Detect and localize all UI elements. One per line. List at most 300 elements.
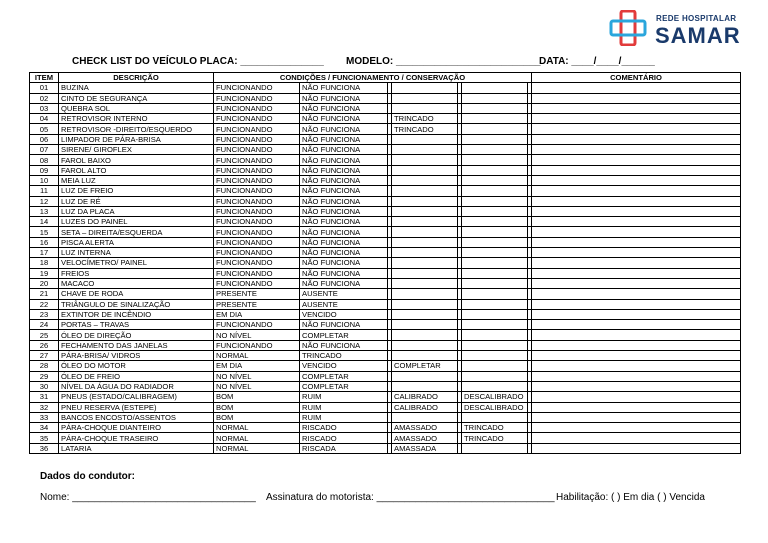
option-cell-1[interactable]: FUNCIONANDO [214,124,300,134]
option-cell-3[interactable] [392,196,458,206]
description-cell: FAROL ALTO [59,165,214,175]
option-cell-4[interactable] [462,206,528,216]
option-cell-2[interactable]: COMPLETAR [300,381,388,391]
comment-cell[interactable] [532,330,741,340]
item-cell: 13 [30,206,59,216]
description-cell: TRIÂNGULO DE SINALIZAÇÃO [59,299,214,309]
option-cell-3[interactable] [392,309,458,319]
table-row [30,433,741,443]
item-cell: 24 [30,320,59,330]
option-cell-4[interactable] [462,93,528,103]
comment-cell[interactable] [532,165,741,175]
item-cell: 31 [30,392,59,402]
description-cell: RETROVISOR -DIREITO/ESQUERDO [59,124,214,134]
item-cell: 36 [30,443,59,453]
description-cell: PORTAS – TRAVAS [59,320,214,330]
description-cell: BUZINA [59,83,214,93]
description-cell: PÁRA-CHOQUE DIANTEIRO [59,423,214,433]
item-cell: 01 [30,83,59,93]
option-cell-4[interactable] [462,340,528,350]
description-cell: LUZ DA PLACA [59,206,214,216]
option-cell-4[interactable]: TRINCADO [462,423,528,433]
description-cell: PÁRA-CHOQUE TRASEIRO [59,433,214,443]
table-row [30,278,741,288]
table-row [30,93,741,103]
option-cell-2[interactable]: COMPLETAR [300,371,388,381]
table-row [30,320,741,330]
option-cell-3[interactable] [392,145,458,155]
table-row [30,340,741,350]
option-cell-4[interactable] [462,196,528,206]
comment-cell[interactable] [532,155,741,165]
option-cell-4[interactable] [462,124,528,134]
table-row [30,371,741,381]
comment-cell[interactable] [532,340,741,350]
comment-cell[interactable] [532,412,741,422]
table-row [30,299,741,309]
comment-cell[interactable] [532,196,741,206]
option-cell-3[interactable] [392,258,458,268]
description-cell: BANCOS ENCOSTO/ASSENTOS [59,412,214,422]
option-cell-2[interactable]: NÃO FUNCIONA [300,320,388,330]
table-row [30,83,741,93]
option-cell-2[interactable]: AUSENTE [300,299,388,309]
option-cell-2[interactable]: RISCADO [300,423,388,433]
option-cell-4[interactable] [462,83,528,93]
item-cell: 16 [30,237,59,247]
comment-cell[interactable] [532,381,741,391]
option-cell-1[interactable]: FUNCIONANDO [214,155,300,165]
table-row [30,103,741,113]
comment-cell[interactable] [532,186,741,196]
option-cell-4[interactable] [462,103,528,113]
option-cell-3[interactable] [392,351,458,361]
comment-cell[interactable] [532,268,741,278]
option-cell-4[interactable] [462,320,528,330]
option-cell-2[interactable]: RUIM [300,402,388,412]
option-cell-3[interactable] [392,175,458,185]
item-cell: 26 [30,340,59,350]
description-cell: QUEBRA SOL [59,103,214,113]
table-row [30,227,741,237]
table-row [30,402,741,412]
option-cell-2[interactable]: NÃO FUNCIONA [300,103,388,113]
option-cell-2[interactable]: COMPLETAR [300,330,388,340]
description-cell: CINTO DE SEGURANÇA [59,93,214,103]
table-row [30,237,741,247]
option-cell-4[interactable] [462,330,528,340]
header-item: ITEM [30,73,59,83]
option-cell-1[interactable]: NORMAL [214,423,300,433]
option-cell-3[interactable] [392,330,458,340]
description-cell: LUZES DO PAINEL [59,217,214,227]
item-cell: 12 [30,196,59,206]
item-cell: 20 [30,278,59,288]
option-cell-1[interactable]: NORMAL [214,433,300,443]
item-cell: 22 [30,299,59,309]
comment-cell[interactable] [532,402,741,412]
item-cell: 15 [30,227,59,237]
option-cell-4[interactable] [462,186,528,196]
option-cell-1[interactable]: NO NÍVEL [214,371,300,381]
option-cell-2[interactable]: VENCIDO [300,361,388,371]
option-cell-2[interactable]: NÃO FUNCIONA [300,165,388,175]
comment-cell[interactable] [532,124,741,134]
option-cell-4[interactable] [462,412,528,422]
item-cell: 14 [30,217,59,227]
option-cell-1[interactable]: NORMAL [214,351,300,361]
header-placa: CHECK LIST DO VEÍCULO PLACA: _______________ [72,56,324,67]
option-cell-1[interactable]: FUNCIONANDO [214,103,300,113]
option-cell-4[interactable]: DESCALIBRADO [462,392,528,402]
table-header-row [30,73,741,83]
option-cell-3[interactable]: TRINCADO [392,114,458,124]
description-cell: FECHAMENTO DAS JANELAS [59,340,214,350]
description-cell: PISCA ALERTA [59,237,214,247]
option-cell-1[interactable]: FUNCIONANDO [214,248,300,258]
item-cell: 02 [30,93,59,103]
option-cell-4[interactable] [462,145,528,155]
table-row [30,196,741,206]
table-row [30,155,741,165]
table-row [30,423,741,433]
option-cell-3[interactable] [392,371,458,381]
item-cell: 30 [30,381,59,391]
option-cell-4[interactable] [462,248,528,258]
option-cell-3[interactable] [392,268,458,278]
table-row [30,124,741,134]
option-cell-1[interactable]: FUNCIONANDO [214,186,300,196]
option-cell-3[interactable] [392,155,458,165]
option-cell-1[interactable]: NORMAL [214,443,300,453]
option-cell-4[interactable] [462,227,528,237]
item-cell: 29 [30,371,59,381]
comment-cell[interactable] [532,361,741,371]
item-cell: 23 [30,309,59,319]
option-cell-4[interactable] [462,299,528,309]
option-cell-2[interactable]: NÃO FUNCIONA [300,93,388,103]
option-cell-1[interactable]: FUNCIONANDO [214,196,300,206]
option-cell-1[interactable]: FUNCIONANDO [214,93,300,103]
table-row [30,392,741,402]
item-cell: 34 [30,423,59,433]
option-cell-3[interactable]: AMASSADO [392,423,458,433]
item-cell: 06 [30,134,59,144]
option-cell-3[interactable] [392,186,458,196]
option-cell-3[interactable]: COMPLETAR [392,361,458,371]
description-cell: EXTINTOR DE INCÊNDIO [59,309,214,319]
comment-cell[interactable] [532,443,741,453]
option-cell-1[interactable]: EM DIA [214,361,300,371]
habilitacao-field[interactable]: Habilitação: ( ) Em dia ( ) Vencida [556,492,705,503]
option-cell-2[interactable]: NÃO FUNCIONA [300,196,388,206]
table-row [30,361,741,371]
description-cell: PÁRA-BRISA/ VIDROS [59,351,214,361]
option-cell-2[interactable]: AUSENTE [300,289,388,299]
option-cell-1[interactable]: FUNCIONANDO [214,227,300,237]
table-row [30,248,741,258]
comment-cell[interactable] [532,433,741,443]
option-cell-4[interactable] [462,443,528,453]
header-condicoes: CONDIÇÕES / FUNCIONAMENTO / CONSERVAÇÃO [214,73,532,83]
option-cell-4[interactable] [462,309,528,319]
option-cell-3[interactable] [392,165,458,175]
item-cell: 19 [30,268,59,278]
option-cell-1[interactable]: FUNCIONANDO [214,278,300,288]
option-cell-3[interactable] [392,289,458,299]
option-cell-2[interactable]: NÃO FUNCIONA [300,340,388,350]
option-cell-1[interactable]: FUNCIONANDO [214,83,300,93]
description-cell: PNEUS (ESTADO/CALIBRAGEM) [59,392,214,402]
table-row [30,268,741,278]
comment-cell[interactable] [532,258,741,268]
option-cell-4[interactable] [462,371,528,381]
option-cell-3[interactable] [392,412,458,422]
item-cell: 28 [30,361,59,371]
option-cell-3[interactable] [392,340,458,350]
table-row [30,412,741,422]
comment-cell[interactable] [532,351,741,361]
description-cell: SETA – DIREITA/ESQUERDA [59,227,214,237]
option-cell-2[interactable]: RUIM [300,392,388,402]
option-cell-1[interactable]: FUNCIONANDO [214,340,300,350]
option-cell-1[interactable]: BOM [214,392,300,402]
description-cell: LUZ DE RÉ [59,196,214,206]
option-cell-2[interactable]: NÃO FUNCIONA [300,114,388,124]
description-cell: LUZ DE FREIO [59,186,214,196]
table-row [30,443,741,453]
option-cell-1[interactable]: BOM [214,412,300,422]
option-cell-1[interactable]: FUNCIONANDO [214,206,300,216]
option-cell-2[interactable]: VENCIDO [300,309,388,319]
option-cell-3[interactable]: AMASSADO [392,433,458,443]
header-data: DATA: ____/____/______ [539,56,655,67]
option-cell-3[interactable] [392,103,458,113]
option-cell-1[interactable]: FUNCIONANDO [214,237,300,247]
option-cell-1[interactable]: NO NÍVEL [214,330,300,340]
option-cell-2[interactable]: NÃO FUNCIONA [300,155,388,165]
comment-cell[interactable] [532,114,741,124]
option-cell-4[interactable] [462,278,528,288]
option-cell-2[interactable]: NÃO FUNCIONA [300,237,388,247]
comment-cell[interactable] [532,423,741,433]
item-cell: 33 [30,412,59,422]
comment-cell[interactable] [532,278,741,288]
option-cell-2[interactable]: NÃO FUNCIONA [300,175,388,185]
option-cell-3[interactable]: TRINCADO [392,124,458,134]
option-cell-2[interactable]: NÃO FUNCIONA [300,268,388,278]
logo-line1: REDE HOSPITALAR [656,14,737,23]
option-cell-3[interactable] [392,237,458,247]
table-row [30,217,741,227]
item-cell: 27 [30,351,59,361]
item-cell: 25 [30,330,59,340]
option-cell-3[interactable] [392,227,458,237]
option-cell-3[interactable] [392,248,458,258]
option-cell-3[interactable] [392,206,458,216]
description-cell: NÍVEL DA ÁGUA DO RADIADOR [59,381,214,391]
item-cell: 08 [30,155,59,165]
comment-cell[interactable] [532,145,741,155]
description-cell: FAROL BAIXO [59,155,214,165]
comment-cell[interactable] [532,392,741,402]
table-row [30,206,741,216]
option-cell-2[interactable]: NÃO FUNCIONA [300,248,388,258]
option-cell-4[interactable] [462,361,528,371]
description-cell: ÓLEO DE DIREÇÃO [59,330,214,340]
option-cell-4[interactable] [462,268,528,278]
description-cell: ÓLEO DO MOTOR [59,361,214,371]
description-cell: FREIOS [59,268,214,278]
comment-cell[interactable] [532,217,741,227]
option-cell-3[interactable] [392,320,458,330]
option-cell-2[interactable]: NÃO FUNCIONA [300,206,388,216]
option-cell-2[interactable]: NÃO FUNCIONA [300,83,388,93]
option-cell-4[interactable] [462,217,528,227]
item-cell: 21 [30,289,59,299]
header-modelo: MODELO: __________________________ [346,56,541,67]
logo-line2: SAMAR [655,23,741,48]
description-cell: ÓLEO DE FREIO [59,371,214,381]
option-cell-4[interactable] [462,175,528,185]
option-cell-1[interactable]: FUNCIONANDO [214,258,300,268]
option-cell-4[interactable] [462,258,528,268]
nome-field[interactable]: Nome: _________________________________ [40,492,256,503]
option-cell-4[interactable] [462,155,528,165]
item-cell: 10 [30,175,59,185]
option-cell-2[interactable]: NÃO FUNCIONA [300,278,388,288]
option-cell-1[interactable]: PRESENTE [214,289,300,299]
option-cell-1[interactable]: BOM [214,402,300,412]
comment-cell[interactable] [532,175,741,185]
table-row [30,145,741,155]
item-cell: 09 [30,165,59,175]
checklist-table [29,72,741,454]
option-cell-3[interactable] [392,217,458,227]
table-row [30,381,741,391]
item-cell: 18 [30,258,59,268]
option-cell-1[interactable]: FUNCIONANDO [214,320,300,330]
option-cell-1[interactable]: NO NÍVEL [214,381,300,391]
option-cell-3[interactable]: CALIBRADO [392,392,458,402]
item-cell: 11 [30,186,59,196]
description-cell: VELOCÍMETRO/ PAINEL [59,258,214,268]
description-cell: LIMPADOR DE PÁRA-BRISA [59,134,214,144]
option-cell-1[interactable]: FUNCIONANDO [214,165,300,175]
option-cell-3[interactable] [392,278,458,288]
item-cell: 04 [30,114,59,124]
option-cell-3[interactable]: AMASSADA [392,443,458,453]
assinatura-field[interactable]: Assinatura do motorista: ________________________________ [266,492,555,503]
option-cell-2[interactable]: NÃO FUNCIONA [300,258,388,268]
option-cell-1[interactable]: PRESENTE [214,299,300,309]
table-row [30,309,741,319]
option-cell-2[interactable]: NÃO FUNCIONA [300,217,388,227]
item-cell: 35 [30,433,59,443]
table-row [30,289,741,299]
description-cell: RETROVISOR INTERNO [59,114,214,124]
option-cell-4[interactable] [462,237,528,247]
option-cell-3[interactable] [392,134,458,144]
hospital-cross-logo-icon [608,10,648,46]
table-row [30,175,741,185]
item-cell: 17 [30,248,59,258]
option-cell-2[interactable]: RISCADO [300,433,388,443]
comment-cell[interactable] [532,299,741,309]
option-cell-3[interactable]: CALIBRADO [392,402,458,412]
comment-cell[interactable] [532,237,741,247]
table-row [30,134,741,144]
option-cell-2[interactable]: RUIM [300,412,388,422]
logo [608,8,754,48]
option-cell-4[interactable] [462,351,528,361]
header-comentario: COMENTÁRIO [532,73,741,83]
option-cell-4[interactable] [462,134,528,144]
dados-condutor-label: Dados do condutor: [40,471,135,482]
comment-cell[interactable] [532,248,741,258]
description-cell: LUZ INTERNA [59,248,214,258]
comment-cell[interactable] [532,93,741,103]
option-cell-2[interactable]: RISCADA [300,443,388,453]
option-cell-1[interactable]: FUNCIONANDO [214,175,300,185]
option-cell-2[interactable]: TRINCADO [300,351,388,361]
option-cell-2[interactable]: NÃO FUNCIONA [300,186,388,196]
comment-cell[interactable] [532,206,741,216]
option-cell-2[interactable]: NÃO FUNCIONA [300,227,388,237]
comment-cell[interactable] [532,320,741,330]
comment-cell[interactable] [532,289,741,299]
item-cell: 03 [30,103,59,113]
item-cell: 07 [30,145,59,155]
description-cell: SIRENE/ GIROFLEX [59,145,214,155]
option-cell-1[interactable]: FUNCIONANDO [214,217,300,227]
table-row [30,258,741,268]
option-cell-4[interactable] [462,165,528,175]
comment-cell[interactable] [532,371,741,381]
option-cell-1[interactable]: EM DIA [214,309,300,319]
option-cell-4[interactable]: DESCALIBRADO [462,402,528,412]
comment-cell[interactable] [532,134,741,144]
option-cell-3[interactable] [392,93,458,103]
description-cell: MEIA LUZ [59,175,214,185]
option-cell-3[interactable] [392,299,458,309]
table-row [30,351,741,361]
comment-cell[interactable] [532,103,741,113]
option-cell-3[interactable] [392,83,458,93]
option-cell-1[interactable]: FUNCIONANDO [214,114,300,124]
table-row [30,165,741,175]
comment-cell[interactable] [532,227,741,237]
option-cell-1[interactable]: FUNCIONANDO [214,134,300,144]
option-cell-4[interactable] [462,381,528,391]
option-cell-4[interactable] [462,114,528,124]
option-cell-4[interactable]: TRINCADO [462,433,528,443]
table-row [30,330,741,340]
table-row [30,186,741,196]
option-cell-1[interactable]: FUNCIONANDO [214,145,300,155]
option-cell-4[interactable] [462,289,528,299]
comment-cell[interactable] [532,309,741,319]
option-cell-1[interactable]: FUNCIONANDO [214,268,300,278]
option-cell-2[interactable]: NÃO FUNCIONA [300,124,388,134]
description-cell: PNEU RESERVA (ESTEPE) [59,402,214,412]
description-cell: CHAVE DE RODA [59,289,214,299]
option-cell-2[interactable]: NÃO FUNCIONA [300,134,388,144]
option-cell-3[interactable] [392,381,458,391]
table-row [30,114,741,124]
comment-cell[interactable] [532,83,741,93]
option-cell-2[interactable]: NÃO FUNCIONA [300,145,388,155]
